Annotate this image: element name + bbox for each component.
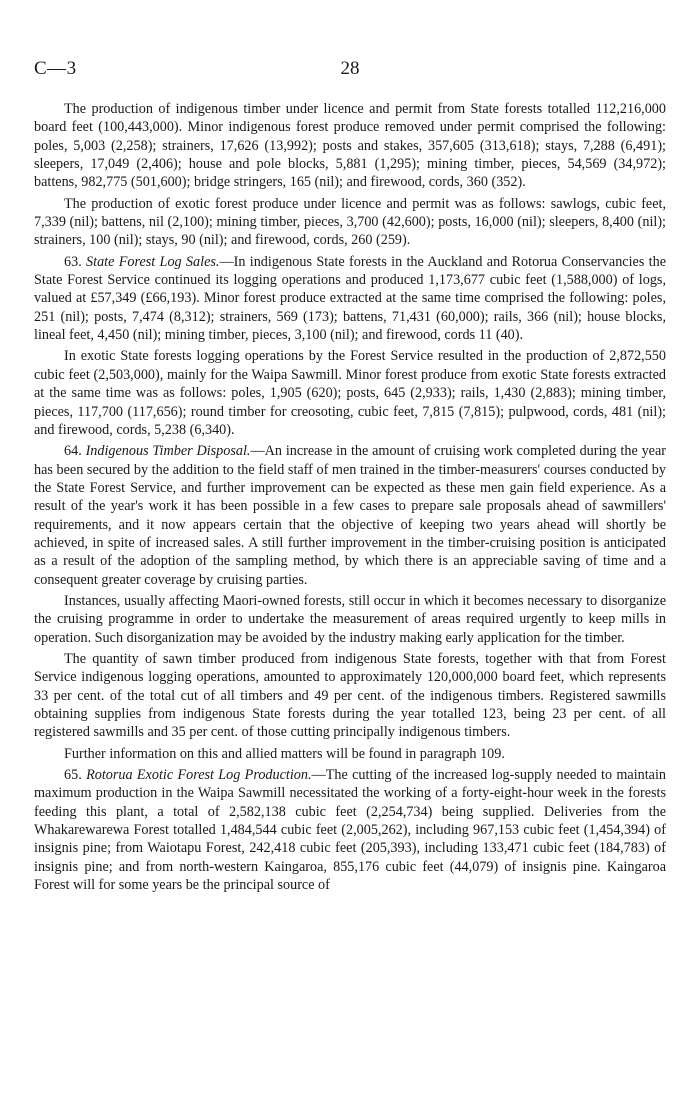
section-heading: Rotorua Exotic Forest Log Production.	[86, 767, 312, 784]
paragraph-exotic-logging: In exotic State forests logging operations by the Forest Service resulted in the production of 2,872,550 cubic feet (2,503,000), mainly for the Waipa Sawmill. Minor forest produce from exotic State forests extracted at the same time was as follows: poles, 1,905 (620); posts, 645 (2,933); rails, 1,430 (2,883); mining timber, pieces, 117,700 (117,656); round timber for creosoting, cubic feet, 7,815 (7,815); pulpwood, cords, 481 (nil); and firewood, cords, 5,238 (6,340).	[34, 348, 666, 438]
section-text: In indigenous State forests in the Auckland and Rotorua Conservancies the State Forest Service continued its logging operations and produced 1,173,677 cubic feet (1,588,000) of logs, valued at £57,349 (£66,193). Minor forest produce extracted at the same time comprised the following: poles, 251 (nil); posts, 7,474 (8,312); strainers, 569 (173); battens, 71,431 (60,000); rails, 366 (nil); house blocks, lineal feet, 4,450 (nil); mining timber, pieces, 3,100 (nil); and firewood, cords 11 (40).	[34, 253, 666, 344]
document-reference: C—3	[34, 58, 77, 79]
page-number: 28	[340, 58, 360, 79]
section-number: 63.	[64, 253, 82, 270]
section-text: An increase in the amount of cruising work completed during the year has been secured by the addition to the field staff of men trained in the timber-measurers' courses conducted by the State Forest Service, and further improvement can be expected as these men gain field experience. As a result of the year's work it has been possible in a few cases to prepare sale proposals ahead of sawmillers' requirements, and it now appears certain that the objective of keeping two years ahead will shortly be achieved, in spite of increased sales. A still further improvement in the timber-cruising position is anticipated as a result of the adoption of the sampling method, by which there is an appreciable saving of time and a consequent greater coverage by cruising parties.	[34, 443, 666, 588]
paragraph-sawn-timber-quantity: The quantity of sawn timber produced from indigenous State forests, together with that from Forest Service indigenous logging operations, amounted to approximately 120,000,000 board feet, which represents 33 per cent. of the total cut of all timbers and 49 per cent. of the indigenous timbers. Registered sawmills obtaining supplies from indigenous State forests during the year totalled 123, being 23 per cent. of all registered sawmills and 35 per cent. of those cutting principally indigenous timbers.	[34, 650, 666, 741]
paragraph-maori-forests: Instances, usually affecting Maori-owned forests, still occur in which it becomes necessary to disorganize the cruising programme in order to undertake the measurement of areas required urgently to keep mills in operation. Such disorganization may be avoided by the industry making early application for the timber.	[34, 592, 666, 646]
section-number: 64.	[64, 443, 82, 460]
paragraph-exotic-production: The production of exotic forest produce under licence and permit was as follows: sawlogs, cubic feet, 7,339 (nil); battens, nil (2,100); mining timber, pieces, 3,700 (42,600); posts, 16,000 (nil); sleepers, 8,400 (nil); strainers, 100 (nil); stays, 90 (nil); and firewood, cords, 260 (259).	[34, 195, 666, 249]
section-65: 65. Rotorua Exotic Forest Log Production.—The cutting of the increased log-supply needed to maintain maximum production in the Waipa Sawmill necessitated the working of a forty-eight-hour week in the forests feeding this plant, a total of 2,582,138 cubic feet (2,254,734) being supplied. Deliveries from the Whakarewarewa Forest totalled 1,484,544 cubic feet (2,005,262), including 967,153 cubic feet (1,454,394) of insignis pine; from Waiotapu Forest, 242,418 cubic feet (205,393), including 133,471 cubic feet (184,783) of insignis pine; and from north-western Kaingaroa, 855,176 cubic feet (44,079) of insignis pine. Kaingaroa Forest will for some years be the principal source of	[34, 767, 667, 894]
section-63: 63. State Forest Log Sales.—In indigenous State forests in the Auckland and Rotorua Conservancies the State Forest Service continued its logging operations and produced 1,173,677 cubic feet (1,588,000) of logs, valued at £57,349 (£66,193). Minor forest produce extracted at the same time comprised the following: poles, 251 (nil); posts, 7,474 (8,312); strainers, 569 (173); battens, 71,431 (60,000); rails, 366 (nil); house blocks, lineal feet, 4,450 (nil); mining timber, pieces, 3,100 (nil); and firewood, cords 11 (40).	[34, 253, 666, 344]
document-body	[34, 100, 666, 897]
paragraph-further-information: Further information on this and allied matters will be found in paragraph 109.	[64, 745, 505, 762]
section-heading: State Forest Log Sales.	[86, 253, 220, 270]
section-number: 65.	[64, 767, 82, 784]
section-64: 64. Indigenous Timber Disposal.—An increase in the amount of cruising work completed during the year has been secured by the addition to the field staff of men trained in the timber-measurers' courses conducted by the State Forest Service, and further improvement can be expected as these men gain field experience. As a result of the year's work it has been possible in a few cases to prepare sale proposals ahead of sawmillers' requirements, and it now appears certain that the objective of keeping two years ahead will shortly be achieved, in spite of increased sales. A still further improvement in the timber-cruising position is anticipated as a result of the adoption of the sampling method, by which there is an appreciable saving of time and a consequent greater coverage by cruising parties.	[34, 443, 666, 588]
paragraph-indigenous-production: The production of indigenous timber under licence and permit from State forests totalled 112,216,000 board feet (100,443,000). Minor indigenous forest produce removed under permit comprised the following: poles, 5,003 (2,258); strainers, 17,626 (13,992); posts and stakes, 357,605 (313,618); stays, 7,288 (6,491); sleepers, 17,049 (2,406); house and pole blocks, 5,881 (1,295); mining timber, pieces, 54,569 (34,972); battens, 982,775 (501,600); bridge stringers, 165 (nil); and firewood, cords, 360 (352).	[34, 101, 666, 191]
page-header	[34, 58, 666, 82]
section-heading: Indigenous Timber Disposal.	[85, 443, 251, 460]
section-text: The cutting of the increased log-supply needed to maintain maximum production in the Waipa Sawmill necessitated the working of a forty-eight-hour week in the forests feeding this plant, a total of 2,582,138 cubic feet (2,254,734) being supplied. Deliveries from the Whakarewarewa Forest totalled 1,484,544 cubic feet (2,005,262), including 967,153 cubic feet (1,454,394) of insignis pine; from Waiotapu Forest, 242,418 cubic feet (205,393), including 133,471 cubic feet (184,783) of insignis pine; and from north-western Kaingaroa, 855,176 cubic feet (44,079) of insignis pine. Kaingaroa Forest will for some years be the principal source of	[34, 767, 667, 894]
